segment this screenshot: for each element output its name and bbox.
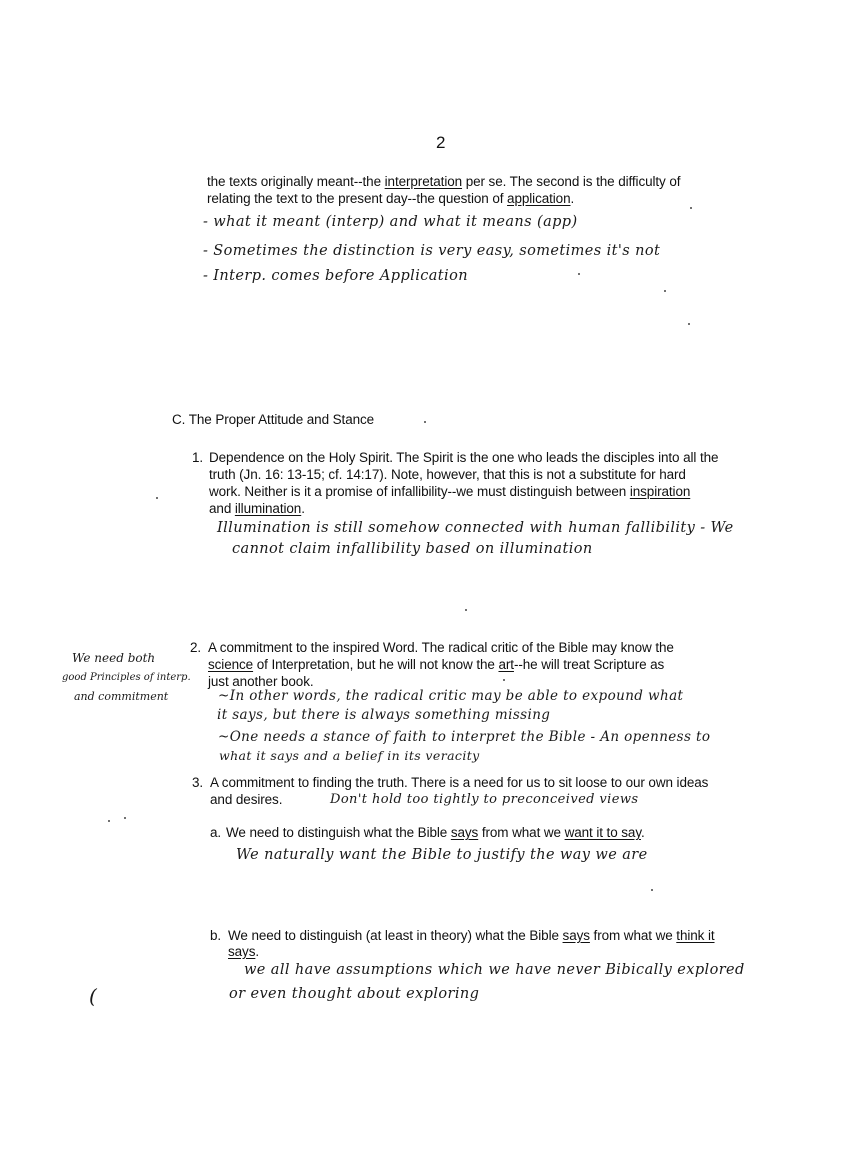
scan-speck bbox=[651, 889, 653, 891]
item2-text: --he will treat Scripture as bbox=[513, 657, 665, 672]
want-it-to-say-term: want it to say bbox=[564, 825, 641, 840]
handwritten-note: ~One needs a stance of faith to interpret the Bible - An openness to bbox=[218, 729, 711, 745]
item3-line: and desires. bbox=[210, 792, 283, 807]
handwritten-note: Illumination is still somehow connected with human fallibility - We bbox=[217, 520, 734, 536]
item1-text: work. Neither is it a promise of infallibility--we must distinguish between bbox=[209, 484, 630, 499]
handwritten-note: we all have assumptions which we have never Bibically explored bbox=[244, 962, 745, 978]
intro-text: relating the text to the present day--the question of bbox=[207, 191, 508, 206]
handwritten-note: or even thought about exploring bbox=[229, 986, 480, 1002]
item1-text: . bbox=[301, 501, 305, 516]
scan-speck bbox=[124, 817, 126, 819]
illumination-term: illumination bbox=[234, 501, 302, 516]
scan-speck bbox=[578, 273, 580, 275]
scan-speck bbox=[108, 820, 110, 822]
sub-b-text: from what we bbox=[589, 928, 677, 943]
item1-line: Dependence on the Holy Spirit. The Spirit is the one who leads the disciples into all the bbox=[209, 450, 719, 465]
intro-line-1 bbox=[207, 174, 680, 189]
scan-speck bbox=[688, 323, 690, 325]
sub-b-text: We need to distinguish (at least in theory) what the Bible bbox=[228, 928, 563, 943]
science-term: science bbox=[208, 657, 254, 672]
page-number: 2 bbox=[436, 133, 446, 152]
item2-text: of Interpretation, but he will not know the bbox=[253, 657, 499, 672]
margin-note: and commitment bbox=[74, 690, 169, 703]
art-term: art bbox=[498, 657, 514, 672]
scan-speck bbox=[424, 421, 426, 423]
scan-speck bbox=[690, 207, 692, 209]
item1-line: truth (Jn. 16: 13-15; cf. 14:17). Note, however, that this is not a substitute for hard bbox=[209, 467, 686, 482]
think-it-term: think it bbox=[676, 928, 715, 943]
intro-text: . bbox=[570, 191, 575, 206]
item-number: 1. bbox=[192, 450, 204, 465]
sub-label: b. bbox=[210, 928, 222, 943]
margin-note: good Principles of interp. bbox=[62, 672, 191, 683]
item1-line bbox=[209, 501, 305, 516]
handwritten-note: - Interp. comes before Application bbox=[203, 268, 468, 284]
application-term: application bbox=[507, 191, 571, 206]
handwritten-note: cannot claim infallibility based on illumination bbox=[232, 541, 593, 557]
says-term: says bbox=[562, 928, 590, 943]
interpretation-term: interpretation bbox=[384, 174, 463, 189]
intro-line-2 bbox=[207, 191, 574, 206]
section-heading: C. The Proper Attitude and Stance bbox=[172, 412, 375, 427]
handwritten-note: We naturally want the Bible to justify the way we are bbox=[236, 847, 648, 863]
sub-b-line bbox=[228, 944, 259, 959]
item2-line: A commitment to the inspired Word. The radical critic of the Bible may know the bbox=[208, 640, 674, 655]
stray-mark: ( bbox=[89, 984, 98, 1008]
scan-speck bbox=[156, 497, 158, 499]
sub-label: a. bbox=[210, 825, 222, 840]
intro-text: the texts originally meant--the bbox=[207, 174, 385, 189]
inspiration-term: inspiration bbox=[629, 484, 691, 499]
item-number: 3. bbox=[192, 775, 204, 790]
handwritten-note: Don't hold too tightly to preconceived views bbox=[330, 792, 639, 807]
sub-a-text: We need to distinguish what the Bible bbox=[226, 825, 451, 840]
item1-line bbox=[209, 484, 690, 499]
sub-a-text: . bbox=[640, 825, 645, 840]
handwritten-note: ~In other words, the radical critic may be able to expound what bbox=[218, 688, 684, 704]
sub-a-line bbox=[226, 825, 645, 840]
scan-speck bbox=[503, 679, 505, 681]
handwritten-note: - what it meant (interp) and what it means (app) bbox=[203, 214, 578, 230]
item1-text: and bbox=[209, 501, 235, 516]
intro-text: per se. The second is the difficulty of bbox=[462, 174, 681, 189]
scan-speck bbox=[465, 609, 467, 611]
sub-b-line bbox=[228, 928, 715, 943]
says-term: says bbox=[450, 825, 479, 840]
handwritten-note: - Sometimes the distinction is very easy, sometimes it's not bbox=[203, 243, 661, 259]
handwritten-note: it says, but there is always something missing bbox=[217, 707, 551, 723]
item-number: 2. bbox=[190, 640, 202, 655]
handwritten-note: what it says and a belief in its veracity bbox=[219, 748, 480, 763]
sub-b-text: . bbox=[255, 944, 260, 959]
sub-a-text: from what we bbox=[478, 825, 565, 840]
item2-line bbox=[208, 657, 664, 672]
margin-note: We need both bbox=[72, 651, 156, 665]
item2-line: just another book. bbox=[208, 674, 314, 689]
says-term: says bbox=[228, 944, 256, 959]
item3-line: A commitment to finding the truth. There is a need for us to sit loose to our own ideas bbox=[210, 775, 709, 790]
scan-speck bbox=[664, 290, 666, 292]
